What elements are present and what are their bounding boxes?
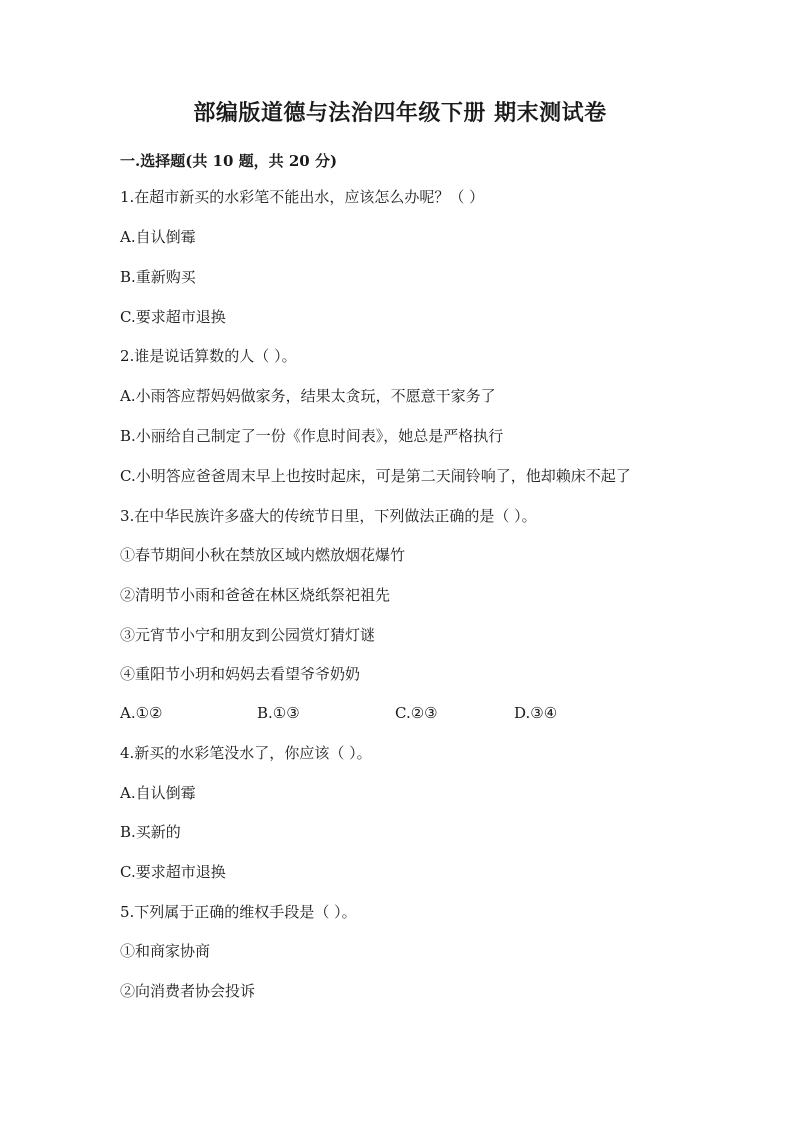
question-2-option-a: A.小雨答应帮妈妈做家务，结果太贪玩，不愿意干家务了 bbox=[120, 387, 496, 405]
question-4-stem: 4.新买的水彩笔没水了，你应该（ ）。 bbox=[120, 744, 372, 762]
question-3-stem: 3.在中华民族许多盛大的传统节日里，下列做法正确的是（ ）。 bbox=[120, 507, 537, 525]
question-5-statement-1: ①和商家协商 bbox=[120, 942, 211, 960]
question-3-statement-3: ③元宵节小宁和朋友到公园赏灯猜灯谜 bbox=[120, 626, 376, 644]
question-4-option-b: B.买新的 bbox=[120, 823, 181, 841]
question-1-option-b: B.重新购买 bbox=[120, 268, 196, 286]
question-1-stem: 1.在超市新买的水彩笔不能出水，应该怎么办呢？（ ） bbox=[120, 188, 485, 206]
question-3-choice-c: C.②③ bbox=[395, 704, 438, 722]
question-4-option-a: A.自认倒霉 bbox=[120, 784, 196, 802]
question-3-choice-d: D.③④ bbox=[514, 704, 558, 722]
question-4-option-c: C.要求超市退换 bbox=[120, 863, 226, 881]
question-3-statement-4: ④重阳节小玥和妈妈去看望爷爷奶奶 bbox=[120, 665, 361, 683]
question-2-stem: 2.谁是说话算数的人（ ）。 bbox=[120, 347, 297, 365]
question-3-statement-1: ①春节期间小秋在禁放区域内燃放烟花爆竹 bbox=[120, 546, 406, 564]
section-heading: 一.选择题(共 10 题，共 20 分) bbox=[120, 152, 338, 170]
question-1-option-c: C.要求超市退换 bbox=[120, 308, 226, 326]
question-2-option-c: C.小明答应爸爸周末早上也按时起床，可是第二天闹铃响了，他却赖床不起了 bbox=[120, 467, 631, 485]
question-5-stem: 5.下列属于正确的维权手段是（ ）。 bbox=[120, 903, 357, 921]
question-3-choice-a: A.①② bbox=[120, 704, 163, 722]
question-3-choice-b: B.①③ bbox=[257, 704, 300, 722]
question-1-option-a: A.自认倒霉 bbox=[120, 228, 196, 246]
question-5-statement-2: ②向消费者协会投诉 bbox=[120, 982, 256, 1000]
question-2-option-b: B.小丽给自己制定了一份《作息时间表》，她总是严格执行 bbox=[120, 427, 504, 445]
page-title: 部编版道德与法治四年级下册 期末测试卷 bbox=[193, 100, 607, 126]
question-3-statement-2: ②清明节小雨和爸爸在林区烧纸祭祀祖先 bbox=[120, 586, 391, 604]
